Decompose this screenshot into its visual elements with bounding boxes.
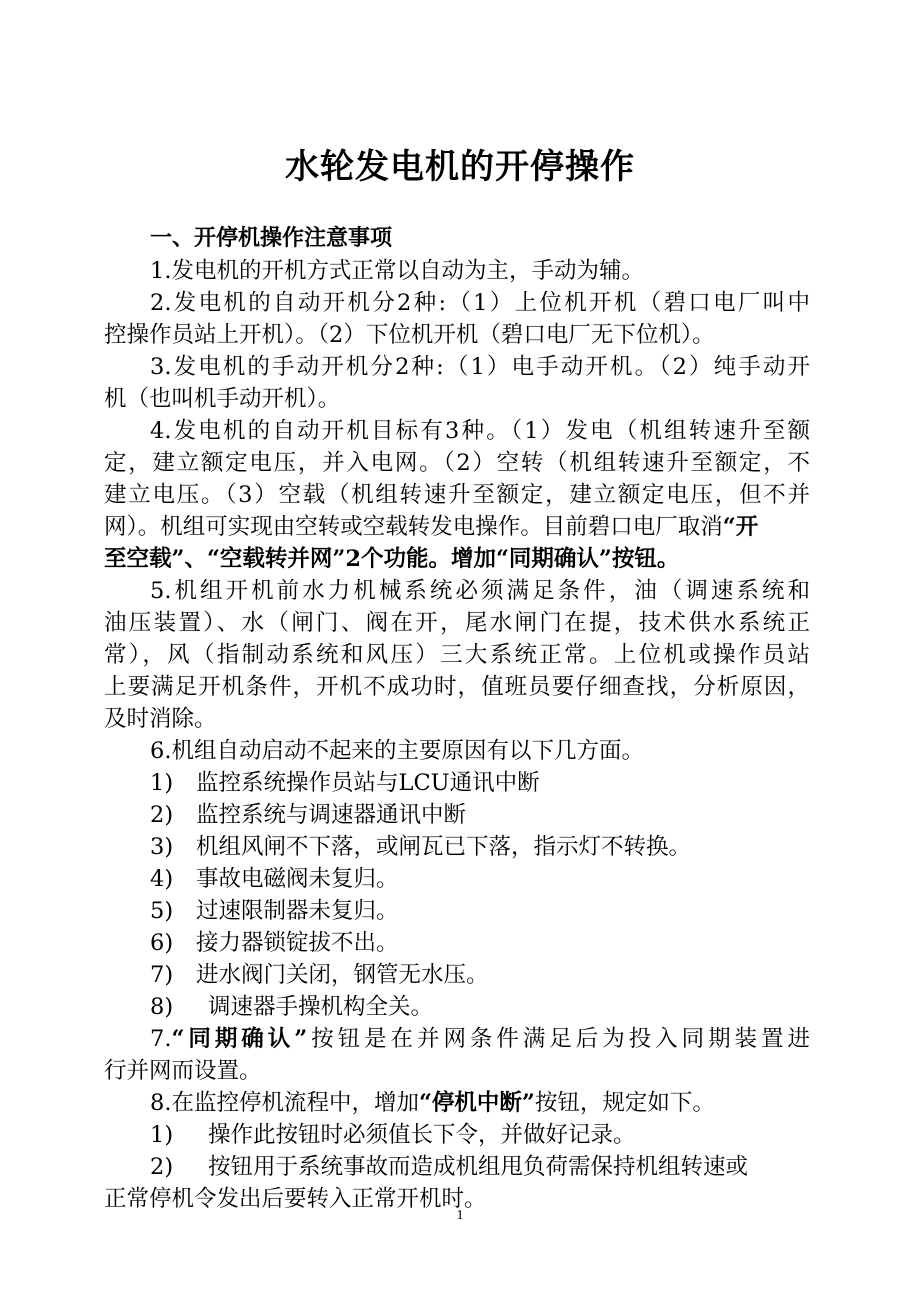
reason-item — [150, 830, 691, 864]
paragraph-6: 6.机组自动启动不起来的主要原因有以下几方面。 — [150, 738, 644, 764]
reason-text: 监控系统与调速器通讯中断 — [196, 802, 467, 828]
rule-2-continuation: 正常停机令发出后要转入正常开机时。 — [104, 1186, 487, 1212]
rule-item — [150, 1118, 636, 1152]
reason-text: 监控系统操作员站与LCU通讯中断 — [196, 770, 540, 796]
rule-number: 1) — [150, 1122, 174, 1148]
paragraph-5-line-2: 油压装置）、水（闸门、阀在开，尾水闸门在提，技术供水系统正 — [104, 610, 810, 636]
paragraph-7-line-1 — [150, 1022, 810, 1056]
paragraph-3-line-1: 3.发电机的手动开机分2种:（1）电手动开机。（2）纯手动开 — [150, 354, 810, 380]
reason-number: 2) — [150, 802, 174, 828]
paragraph-4-line-5: 至空载”、“空载转并网”2个功能。增加“同期确认”按钮。 — [104, 546, 680, 572]
reason-text: 进水阀门关闭，钢管无水压。 — [196, 962, 489, 988]
paragraph-4-line-4 — [104, 510, 810, 544]
paragraph-4-line-2: 定，建立额定电压，并入电网。（2）空转（机组转速升至额定，不 — [104, 450, 810, 476]
paragraph-8-text-end: 按钮，规定如下。 — [534, 1090, 715, 1116]
paragraph-4-line-4-bold: “开 — [722, 514, 759, 540]
paragraph-7-text: 按钮是在并网条件满足后为投入同期装置进 — [307, 1026, 810, 1052]
paragraph-4-line-3: 建立电压。（3）空载（机组转速升至额定，建立额定电压，但不并 — [104, 482, 810, 508]
paragraph-3-line-2: 机（也叫机手动开机）。 — [104, 386, 341, 412]
paragraph-5-line-5: 及时消除。 — [104, 706, 217, 732]
paragraph-5-line-3: 常），风（指制动系统和风压）三大系统正常。上位机或操作员站 — [104, 642, 810, 668]
rule-text: 操作此按钮时必须值长下令，并做好记录。 — [208, 1122, 636, 1148]
paragraph-8-bold: “停机中断” — [418, 1090, 535, 1116]
reason-number: 4) — [150, 866, 174, 892]
reason-number: 3) — [150, 834, 174, 860]
reason-item — [150, 958, 489, 992]
reason-item — [150, 798, 466, 832]
reason-text: 接力器锁锭拔不出。 — [196, 930, 399, 956]
section-heading: 一、开停机操作注意事项 — [150, 226, 393, 251]
paragraph-8-text: 8.在监控停机流程中，增加 — [150, 1090, 419, 1116]
paragraph-7-number: 7. — [150, 1026, 172, 1052]
reason-text: 机组风闸不下落，或闸瓦已下落，指示灯不转换。 — [196, 834, 692, 860]
paragraph-2-line-1: 2.发电机的自动开机分2种:（1）上位机开机（碧口电厂叫中 — [150, 290, 810, 316]
reason-item — [150, 926, 399, 960]
reason-number: 1) — [150, 770, 174, 796]
reason-item — [150, 990, 433, 1024]
reason-item — [150, 766, 540, 800]
paragraph-4-line-4-text: 网）。机组可实现由空转或空载转发电操作。目前碧口电厂取消 — [104, 514, 723, 540]
reason-text: 过速限制器未复归。 — [196, 898, 399, 924]
paragraph-8 — [150, 1086, 810, 1120]
document-title: 水轮发电机的开停操作 — [285, 147, 635, 187]
reason-text: 调速器手操机构全关。 — [208, 994, 434, 1020]
reason-number: 8) — [150, 994, 174, 1020]
paragraph-1: 1.发电机的开机方式正常以自动为主，手动为辅。 — [150, 258, 644, 284]
reason-number: 7) — [150, 962, 174, 988]
reason-item — [150, 862, 399, 896]
reason-number: 6) — [150, 930, 174, 956]
paragraph-5-line-4: 上要满足开机条件，开机不成功时，值班员要仔细查找，分析原因， — [104, 674, 810, 700]
page-number: 1 — [456, 1208, 464, 1223]
paragraph-4-line-1: 4.发电机的自动开机目标有3种。（1）发电（机组转速升至额 — [150, 418, 810, 444]
paragraph-7-bold: “同期确认” — [171, 1026, 308, 1052]
rule-item — [150, 1150, 748, 1184]
rule-number: 2) — [150, 1154, 174, 1180]
reason-item — [150, 894, 399, 928]
paragraph-5-line-1: 5.机组开机前水力机械系统必须满足条件，油（调速系统和 — [150, 578, 810, 604]
paragraph-7-line-2: 行并网而设置。 — [104, 1058, 262, 1084]
reason-text: 事故电磁阀未复归。 — [196, 866, 399, 892]
paragraph-2-line-2: 控操作员站上开机）。（2）下位机开机（碧口电厂无下位机）。 — [104, 322, 715, 348]
reason-number: 5) — [150, 898, 174, 924]
rule-text: 按钮用于系统事故而造成机组甩负荷需保持机组转速或 — [208, 1154, 749, 1180]
